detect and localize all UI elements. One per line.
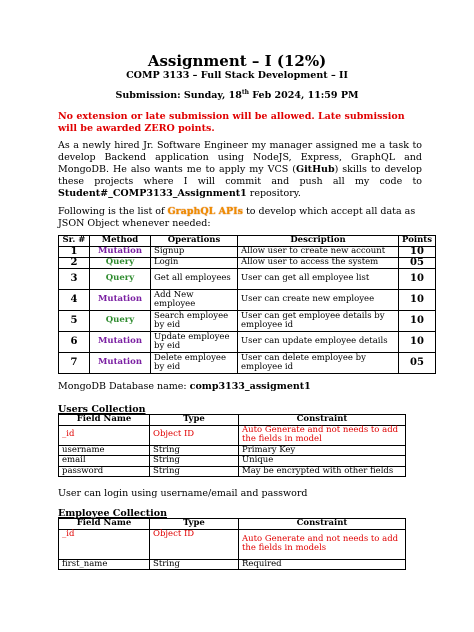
operation-cell: Login <box>151 258 238 269</box>
table-row <box>59 425 406 445</box>
table-row <box>59 353 436 374</box>
method-cell: Mutation <box>90 290 151 311</box>
operation-cell: Update employee by eid <box>151 332 238 353</box>
description-cell: User can delete employee by employee id <box>238 353 399 374</box>
sr-cell: 1 <box>59 247 90 258</box>
constraint-cell: May be encrypted with other fields <box>239 466 406 477</box>
sr-cell: 5 <box>59 311 90 332</box>
header-constraint: Constraint <box>239 415 406 426</box>
employee-collection-table <box>58 518 406 570</box>
api-intro <box>58 206 422 230</box>
users-header-row <box>59 415 406 426</box>
sr-cell: 2 <box>59 258 90 269</box>
users-collection-table <box>58 414 406 477</box>
header-type: Type <box>150 519 239 530</box>
following-part2: to develop which accept all data as JSON Object whenever needed: <box>58 206 416 229</box>
points-cell: 10 <box>399 311 436 332</box>
sr-cell: 7 <box>59 353 90 374</box>
method-cell: Query <box>90 311 151 332</box>
header-operations: Operations <box>151 236 238 247</box>
mongo-db-name: comp3133_assigment1 <box>189 381 311 392</box>
page-title: Assignment – I (12%) <box>147 52 327 70</box>
field-cell: email <box>59 456 150 467</box>
constraint-cell: Unique <box>239 456 406 467</box>
table-row <box>59 456 406 467</box>
type-cell: Object ID <box>150 529 239 559</box>
header-points: Points <box>399 236 436 247</box>
intro-github: GitHub <box>295 164 335 175</box>
header-field-name: Field Name <box>59 415 150 426</box>
type-cell: String <box>150 466 239 477</box>
description-cell: Allow user to create new account <box>238 247 399 258</box>
intro-part2: ) skills to develop these projects where I will commit and push all my code to <box>58 164 422 187</box>
constraint-cell: Required <box>239 559 406 570</box>
operation-cell: Signup <box>151 247 238 258</box>
submission-suffix: Feb 2024, 11:59 PM <box>249 90 359 102</box>
operation-cell: Get all employees <box>151 269 238 290</box>
sr-cell: 4 <box>59 290 90 311</box>
employee-header-row <box>59 519 406 530</box>
method-cell: Query <box>90 269 151 290</box>
type-cell: String <box>150 445 239 456</box>
following-part1: Following is the list of <box>58 206 168 217</box>
header-constraint: Constraint <box>239 519 406 530</box>
header-field-name: Field Name <box>59 519 150 530</box>
sr-cell: 3 <box>59 269 90 290</box>
operation-cell: Add New employee <box>151 290 238 311</box>
users-collection-title: Users Collection <box>58 404 146 415</box>
description-cell: Allow user to access the system <box>238 258 399 269</box>
sr-cell: 6 <box>59 332 90 353</box>
method-cell: Mutation <box>90 332 151 353</box>
points-cell: 10 <box>399 247 436 258</box>
method-cell: Query <box>90 258 151 269</box>
graphql-highlight: GraphQL APIs <box>167 206 243 217</box>
intro-repo: Student#_COMP3133_Assignment1 <box>58 188 247 199</box>
points-cell: 10 <box>399 269 436 290</box>
submission-sup: th <box>241 89 249 96</box>
type-cell: String <box>150 559 239 570</box>
points-cell: 05 <box>399 353 436 374</box>
table-row <box>59 466 406 477</box>
points-cell: 10 <box>399 290 436 311</box>
method-cell: Mutation <box>90 353 151 374</box>
submission-prefix: Submission: Sunday, 18 <box>115 90 242 102</box>
header-method: Method <box>90 236 151 247</box>
intro-part1: As a newly hired Jr. Software Engineer my manager assigned me a task to develop Backend application using NodeJS, Express, GraphQL and MongoDB. He also wants me to apply my VCS ( <box>58 140 422 175</box>
mongodb-database-name <box>58 381 311 392</box>
description-cell: User can create new employee <box>238 290 399 311</box>
description-cell: User can get employee details by employee id <box>238 311 399 332</box>
constraint-cell: Auto Generate and not needs to add the fields in models <box>239 529 406 559</box>
table-row <box>59 247 436 258</box>
table-row <box>59 311 436 332</box>
field-cell: _id <box>59 425 150 445</box>
method-cell: Mutation <box>90 247 151 258</box>
submission-date <box>0 89 474 101</box>
login-note: User can login using username/email and password <box>58 488 308 499</box>
course-title: COMP 3133 – Full Stack Development – II <box>126 70 348 81</box>
points-cell: 10 <box>399 332 436 353</box>
operation-cell: Delete employee by eid <box>151 353 238 374</box>
table-row <box>59 269 436 290</box>
type-cell: String <box>150 456 239 467</box>
mongo-label: MongoDB Database name: <box>58 381 190 392</box>
description-cell: User can get all employee list <box>238 269 399 290</box>
intro-paragraph <box>58 140 422 200</box>
table-row <box>59 258 436 269</box>
table-row <box>59 290 436 311</box>
field-cell: password <box>59 466 150 477</box>
operation-cell: Search employee by eid <box>151 311 238 332</box>
table-row <box>59 559 406 570</box>
operations-table <box>58 235 436 374</box>
operations-header-row <box>59 236 436 247</box>
header-type: Type <box>150 415 239 426</box>
header-sr: Sr. # <box>59 236 90 247</box>
field-cell: _id <box>59 529 150 559</box>
field-cell: first_name <box>59 559 150 570</box>
employee-collection-title: Employee Collection <box>58 508 167 519</box>
constraint-cell: Auto Generate and not needs to add the fields in model <box>239 425 406 445</box>
late-warning: No extension or late submission will be allowed. Late submission will be awarded ZERO points. <box>58 111 405 134</box>
header-description: Description <box>238 236 399 247</box>
table-row <box>59 529 406 559</box>
intro-part3: repository. <box>246 188 301 199</box>
table-row <box>59 445 406 456</box>
field-cell: username <box>59 445 150 456</box>
table-row <box>59 332 436 353</box>
type-cell: Object ID <box>150 425 239 445</box>
description-cell: User can update employee details <box>238 332 399 353</box>
constraint-cell: Primary Key <box>239 445 406 456</box>
points-cell: 05 <box>399 258 436 269</box>
